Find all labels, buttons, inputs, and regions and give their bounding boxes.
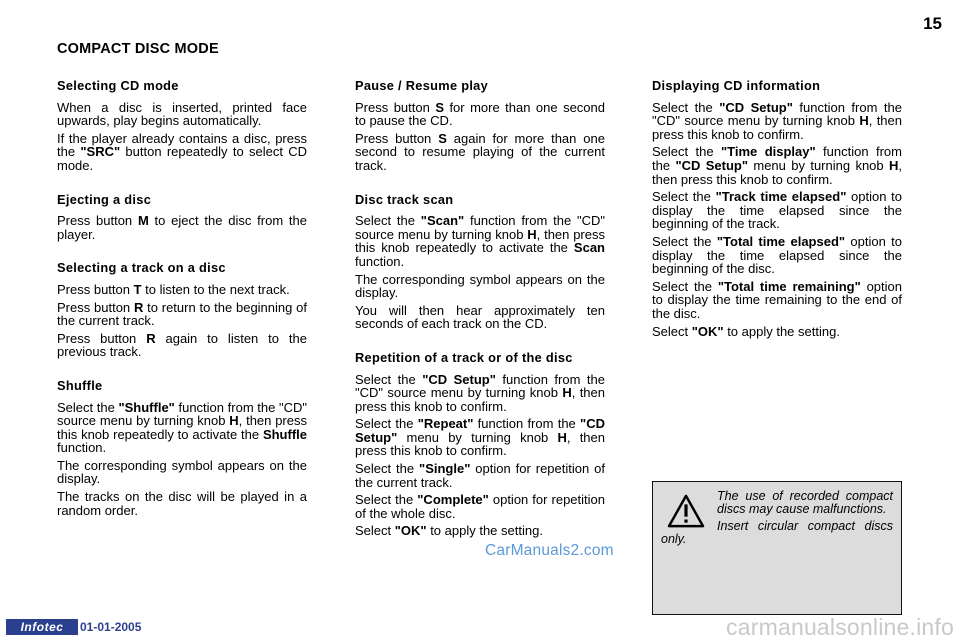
section-selecting-track — [57, 261, 307, 359]
text: Select the — [652, 278, 718, 294]
bold-text: Shuffle — [262, 426, 307, 442]
paragraph — [57, 214, 307, 241]
bold-text: H — [527, 226, 537, 242]
section-pause-resume — [355, 79, 605, 173]
bold-text: "CD Setup" — [719, 99, 793, 115]
bold-text: Scan — [573, 240, 605, 256]
paragraph: The tracks on the disc will be played in a random order. — [57, 489, 307, 518]
paragraph — [652, 190, 902, 231]
bold-text: "Total time elapsed" — [716, 233, 846, 249]
text: , then press this knob to confirm. — [355, 385, 606, 414]
paragraph — [57, 283, 307, 297]
text: Select the — [355, 461, 420, 477]
bold-text: "CD Setup" — [675, 157, 749, 173]
page-title: COMPACT DISC MODE — [57, 41, 219, 57]
section-disc-track-scan — [355, 193, 605, 331]
bold-text: H — [562, 385, 572, 401]
bold-text: R — [146, 330, 156, 346]
text: function from the "CD" source menu by turning knob — [355, 213, 605, 242]
warning-triangle-icon — [667, 494, 705, 528]
column-1 — [57, 79, 307, 537]
text: function from the — [652, 144, 902, 173]
page-number: 15 — [923, 14, 942, 33]
paragraph — [355, 373, 605, 414]
column-3 — [652, 79, 902, 358]
paragraph — [652, 280, 902, 321]
text: function. — [355, 253, 405, 269]
text: option to display the time remaining to the end of the disc. — [652, 278, 902, 321]
paragraph: When a disc is inserted, printed face upwards, play begins automatically. — [57, 99, 307, 129]
text: Press button — [355, 99, 436, 115]
bold-text: R — [133, 299, 144, 315]
footer-site-watermark: carmanualsonline.info — [726, 614, 954, 640]
bold-text: "CD Setup" — [355, 416, 605, 445]
bold-text: H — [859, 113, 869, 129]
text: to eject the disc from the player. — [57, 213, 307, 242]
text: to apply the setting. — [723, 323, 840, 339]
section-heading: Selecting a track on a disc — [57, 260, 226, 276]
bold-text: M — [137, 213, 149, 229]
footer-date: 01-01-2005 — [80, 620, 142, 634]
text: , then press this knob to confirm. — [355, 429, 605, 459]
bold-text: H — [557, 429, 567, 445]
bold-text: S — [438, 130, 447, 146]
text: Press button — [57, 330, 147, 346]
section-shuffle — [57, 379, 307, 517]
bold-text: T — [133, 281, 142, 297]
text: Select the — [355, 492, 418, 508]
text: Select — [355, 523, 395, 539]
text: option to display the time elapsed since the beginning of the disc. — [652, 233, 902, 277]
text: option for repetition of the whole disc. — [355, 492, 605, 521]
paragraph: The corresponding symbol appears on the display. — [57, 457, 307, 487]
bold-text: H — [229, 413, 239, 429]
text: , then press this knob repeatedly to activate the — [355, 226, 605, 256]
bold-text: "Shuffle" — [118, 399, 175, 415]
text: If the player already contains a disc, press the — [57, 130, 307, 160]
bold-text: "CD Setup" — [422, 371, 496, 387]
text: Select the — [355, 371, 423, 387]
text: Select the — [652, 99, 720, 115]
bold-text: "Time display" — [721, 144, 816, 160]
section-heading: Displaying CD information — [652, 78, 821, 93]
bold-text: "Repeat" — [417, 416, 474, 432]
text: button repeatedly to select CD mode. — [57, 144, 307, 173]
text: function from the "CD" source menu by turning knob — [652, 99, 902, 129]
text: Select the — [57, 399, 119, 415]
text: Select — [652, 323, 692, 339]
bold-text: "Single" — [419, 461, 471, 477]
text: Select the — [355, 213, 421, 229]
paragraph: You will then hear approximately ten seconds of each track on the CD. — [355, 302, 605, 332]
text: Select the — [652, 189, 716, 205]
paragraph — [355, 524, 605, 538]
text: option to display the time elapsed since the beginning of the track. — [652, 189, 902, 232]
text: again to listen to the previous track. — [57, 330, 307, 360]
section-heading: Shuffle — [57, 377, 103, 393]
bold-text: "Scan" — [420, 213, 465, 229]
section-heading: Disc track scan — [355, 191, 454, 207]
paragraph — [652, 145, 902, 186]
text: , then press this knob to confirm. — [652, 157, 903, 187]
warning-box — [652, 481, 902, 615]
paragraph — [355, 132, 605, 173]
paragraph — [57, 332, 307, 359]
text: option for repetition of the current track. — [355, 461, 605, 490]
text: , then press this knob repeatedly to activate the — [57, 413, 307, 442]
text: function. — [57, 440, 107, 456]
paragraph — [652, 325, 902, 339]
text: Press button — [57, 281, 134, 297]
bold-text: H — [889, 157, 899, 173]
text: Press button — [57, 213, 138, 229]
paragraph — [57, 132, 307, 173]
paragraph — [355, 462, 605, 489]
bold-text: S — [435, 99, 444, 115]
paragraph — [652, 101, 902, 142]
footer-logo: Infotec — [6, 619, 78, 635]
text: menu by turning knob — [397, 429, 558, 445]
text: Press button — [355, 130, 439, 146]
section-heading: Selecting CD mode — [57, 78, 179, 93]
bold-text: "SRC" — [80, 144, 121, 160]
text: to apply the setting. — [426, 523, 543, 539]
text: Select the — [652, 233, 717, 249]
warning-text: Insert circular compact discs only. — [661, 519, 893, 546]
section-ejecting-disc — [57, 193, 307, 242]
paragraph — [355, 214, 605, 268]
paragraph — [355, 493, 605, 520]
section-selecting-cd-mode — [57, 79, 307, 173]
section-heading: Ejecting a disc — [57, 191, 152, 207]
section-heading: Repetition of a track or of the disc — [355, 349, 573, 365]
watermark: CarManuals2.com — [485, 542, 614, 559]
text: Press button — [57, 299, 134, 315]
text: function from the — [473, 416, 581, 432]
text: again for more than one second to resume playing of the current track. — [355, 130, 605, 173]
paragraph — [355, 417, 605, 458]
text: Select the — [652, 144, 722, 160]
section-heading: Pause / Resume play — [355, 78, 489, 93]
paragraph: The corresponding symbol appears on the display. — [355, 271, 605, 301]
bold-text: "OK" — [691, 323, 724, 339]
paragraph — [355, 101, 605, 128]
column-2 — [355, 79, 605, 558]
section-repetition — [355, 351, 605, 538]
text: to listen to the next track. — [141, 281, 290, 297]
text: , then press this knob to confirm. — [652, 113, 903, 142]
text: menu by turning knob — [748, 157, 889, 173]
bold-text: "Complete" — [417, 492, 489, 508]
text: to return to the beginning of the current track. — [57, 299, 307, 329]
paragraph — [57, 401, 307, 455]
text: function from the "CD" source menu by turning knob — [355, 371, 605, 401]
warning-text: The use of recorded compact discs may cause malfunctions. — [717, 489, 893, 516]
section-displaying-cd-info — [652, 79, 902, 338]
bold-text: "Track time elapsed" — [715, 189, 847, 205]
text: for more than one second to pause the CD. — [355, 99, 605, 129]
text: Select the — [355, 416, 418, 432]
text: function from the "CD" source menu by turning knob — [57, 399, 307, 429]
bold-text: "OK" — [394, 523, 427, 539]
paragraph — [652, 235, 902, 276]
paragraph — [57, 301, 307, 328]
bold-text: "Total time remaining" — [717, 278, 861, 294]
